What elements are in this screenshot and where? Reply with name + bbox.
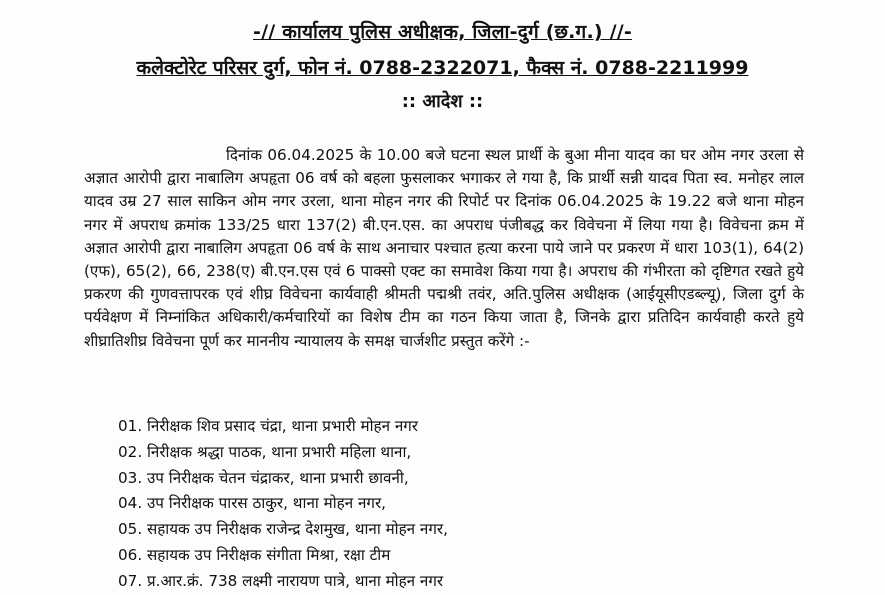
order-title: :: आदेश :: (401, 91, 484, 112)
team-member-item: 04. उप निरीक्षक पारस ठाकुर, थाना मोहन नगर, (118, 494, 386, 513)
address-line: कलेक्टोरेट परिसर दुर्ग, फोन नं. 0788-2322071, फैक्स नं. 0788-2211999 (136, 57, 749, 79)
team-list (118, 414, 448, 595)
team-member-item: 01. निरीक्षक शिव प्रसाद चंद्रा, थाना प्रभारी मोहन नगर (118, 417, 419, 435)
order-paragraph: दिनांक 06.04.2025 के 10.00 बजे घटना स्थल प्रार्थी के बुआ मीना यादव का घर ओम नगर उरला से अज्ञात आरोपी द्वारा नाबालिग अपहृता 06 वर्ष को बहला फुसलाकर भगाकर ले गया है, कि प्रार्थी सन्नी यादव पिता स्व. मनोहर लाल यादव उम्र 27 साल साकिन ओम नगर उरला, थाना मोहन नगर की रिपोर्ट पर दिनांक 06.04.2025 के 19.22 बजे थाना मोहन नगर में अपराध क्रमांक 133/25 धारा 137(2) बी.एन.एस. का अपराध पंजीबद्ध कर विवेचना में लिया गया है। विवेचना क्रम में अज्ञात आरोपी द्वारा नाबालिग अपहृता 06 वर्ष के साथ अनाचार पश्चात हत्या करना पाये जाने पर प्रकरण में धारा 103(1), 64(2)(एफ), 65(2), 66, 238(ए) बी.एन.एस एवं 6 पाक्सो एक्ट का समावेश किया गया है। अपराध की गंभीरता को दृष्टिगत रखते हुये प्रकरण की गुणवत्तापरक एवं शीघ्र विवेचना कार्यवाही श्रीमती पद्मश्री तवंर, अति.पुलिस अधीक्षक (आईयूसीएडब्ल्यू), जिला दुर्ग के पर्यवेक्षण में निम्नांकित अधिकारी/कर्मचारियों का विशेष टीम का गठन किया जाता है, जिनके द्वारा प्रतिदिन कार्यवाही करते हुये शीघ्रातिशीघ्र विवेचना पूर्ण कर माननीय न्यायालय के समक्ष चार्जशीट प्रस्तुत करेंगे :- (84, 146, 804, 350)
team-member-item: 03. उप निरीक्षक चेतन चंद्राकर, थाना प्रभारी छावनी, (118, 468, 409, 487)
team-member-item: 06. सहायक उप निरीक्षक संगीता मिश्रा, रक्षा टीम (118, 545, 391, 564)
office-title: -// कार्यालय पुलिस अधीक्षक, जिला-दुर्ग (छ.ग.) //- (253, 21, 632, 43)
team-member-item: 07. प्र.आर.क्रं. 738 लक्ष्मी नारायण पात्रे, थाना मोहन नगर (118, 571, 444, 590)
team-member-item: 05. सहायक उप निरीक्षक राजेन्द्र देशमुख, थाना मोहन नगर, (118, 520, 448, 539)
team-member-item: 02. निरीक्षक श्रद्धा पाठक, थाना प्रभारी महिला थाना, (118, 442, 412, 461)
